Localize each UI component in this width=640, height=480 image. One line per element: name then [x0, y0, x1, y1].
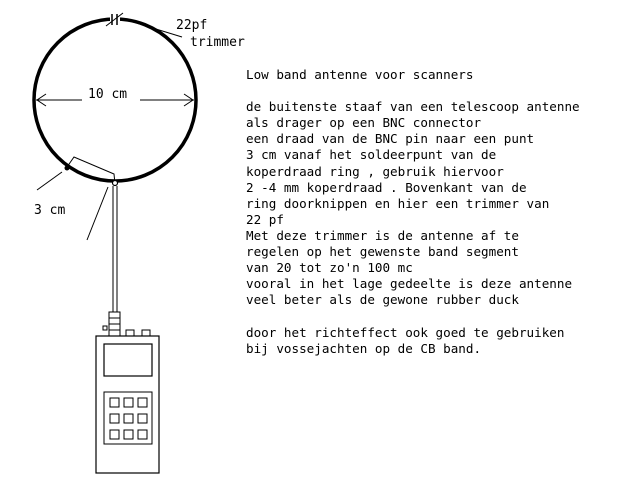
- keypad-key: [138, 414, 147, 423]
- tap-distance-leader-left: [37, 172, 62, 190]
- tap-distance-leader-right: [87, 187, 108, 240]
- text-line: een draad van de BNC pin naar een punt: [246, 131, 535, 147]
- text-line: van 20 tot zo'n 100 mc: [246, 260, 413, 276]
- keypad-key: [124, 398, 133, 407]
- description-text: [246, 67, 626, 357]
- keypad-key: [138, 430, 147, 439]
- scanner-top-knob-middle: [126, 330, 134, 336]
- paragraph-spacer: [246, 308, 626, 324]
- text-line: veel beter als de gewone rubber duck: [246, 292, 519, 308]
- scanner-top-knob-left: [103, 326, 107, 330]
- keypad-key: [110, 430, 119, 439]
- text-line: bij vossejachten op de CB band.: [246, 340, 482, 356]
- capacitor-value-label: 22pf: [176, 18, 208, 33]
- text-line: 3 cm vanaf het soldeerpunt van de: [246, 147, 497, 163]
- description-title: Low band antenne voor scanners: [246, 67, 474, 82]
- text-line: als drager op een BNC connector: [246, 115, 482, 131]
- trimmer-leader-line: [120, 18, 182, 37]
- paragraph-spacer: [246, 83, 626, 99]
- diameter-label: 10 cm: [88, 87, 128, 102]
- trimmer-label: trimmer: [190, 35, 245, 50]
- text-line: regelen op het gewenste band segment: [246, 244, 519, 260]
- keypad-key: [124, 414, 133, 423]
- tap-solder-point: [65, 166, 70, 171]
- keypad-key: [110, 414, 119, 423]
- description-paragraph-1: [246, 99, 626, 308]
- keypad-key: [124, 430, 133, 439]
- feed-solder-point: [113, 181, 118, 186]
- text-line: vooral in het lage gedeelte is deze antenne: [246, 276, 573, 292]
- scanner-display: [104, 344, 152, 376]
- text-line: Met deze trimmer is de antenne af te: [246, 227, 519, 243]
- text-line: 22 pf: [246, 211, 284, 227]
- text-line: door het richteffect ook goed te gebruiken: [246, 324, 565, 340]
- text-line: 2 -4 mm koperdraad . Bovenkant van de: [246, 179, 527, 195]
- tap-distance-label: 3 cm: [34, 203, 66, 218]
- scanner-top-knob-right: [142, 330, 150, 336]
- text-line: de buitenste staaf van een telescoop antenne: [246, 99, 580, 115]
- text-line: koperdraad ring , gebruik hiervoor: [246, 163, 504, 179]
- keypad-key: [110, 398, 119, 407]
- text-line: ring doorknippen en hier een trimmer van: [246, 195, 550, 211]
- keypad-key: [138, 398, 147, 407]
- description-paragraph-2: [246, 325, 626, 357]
